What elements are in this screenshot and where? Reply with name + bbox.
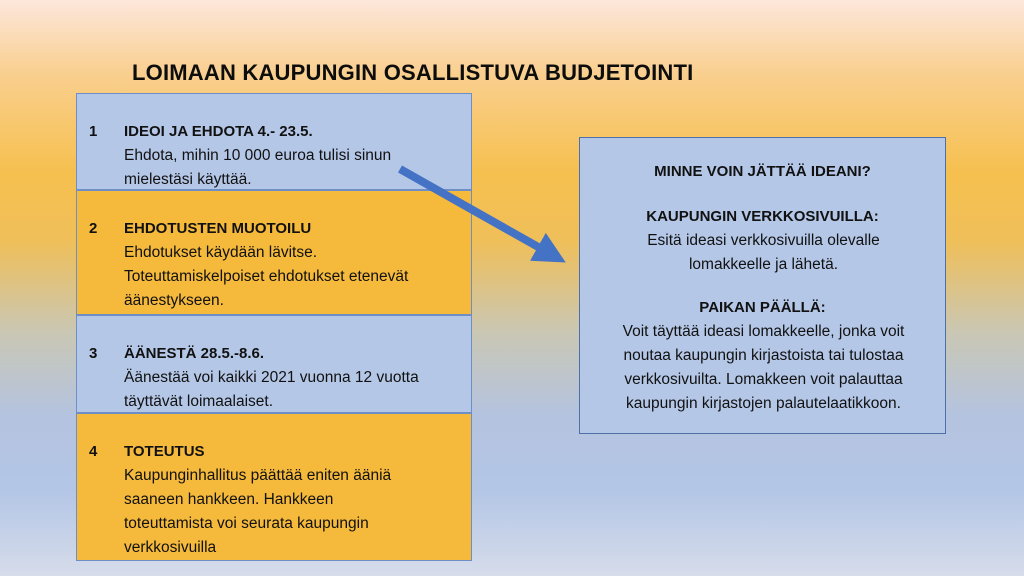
info-line: verkkosivuilta. Lomakkeen voit palauttaa [624, 371, 903, 388]
step-description [124, 366, 464, 414]
step-heading: ÄÄNESTÄ 28.5.-8.6. [124, 345, 265, 362]
step-line: mielestäsi käyttää. [124, 171, 252, 188]
step-heading: IDEOI JA EHDOTA 4.- 23.5. [124, 123, 313, 140]
step-heading: TOTEUTUS [124, 443, 205, 460]
info-line: Esitä ideasi verkkosivuilla olevalle [647, 232, 880, 249]
slide-title: LOIMAAN KAUPUNGIN OSALLISTUVA BUDJETOINTI [132, 60, 694, 85]
step-1 [76, 93, 472, 190]
step-line: äänestykseen. [124, 292, 224, 309]
info-line: noutaa kaupungin kirjastoista tai tulostaa [623, 347, 904, 364]
step-description [124, 241, 464, 313]
step-line: Ehdotukset käydään lävitse. [124, 244, 318, 261]
info-onsite-heading: PAIKAN PÄÄLLÄ: [699, 299, 826, 316]
info-online-text [588, 229, 939, 277]
info-line: kaupungin kirjastojen palautelaatikkoon. [626, 395, 901, 412]
step-line: saaneen hankkeen. Hankkeen [124, 491, 334, 508]
step-line: täyttävät loimaalaiset. [124, 393, 274, 410]
step-line: Kaupunginhallitus päättää eniten ääniä [124, 467, 392, 484]
info-line: Voit täyttää ideasi lomakkeelle, jonka voit [622, 323, 905, 340]
step-number: 1 [89, 123, 98, 140]
step-number: 2 [89, 220, 98, 237]
step-description [124, 144, 464, 192]
step-line: Ehdota, mihin 10 000 euroa tulisi sinun [124, 147, 392, 164]
step-4 [76, 413, 472, 561]
step-description [124, 464, 464, 560]
step-3 [76, 315, 472, 413]
step-line: toteuttamista voi seurata kaupungin [124, 515, 369, 532]
step-number: 4 [89, 443, 98, 460]
step-line: Toteuttamiskelpoiset ehdotukset etenevät [124, 268, 409, 285]
step-heading: EHDOTUSTEN MUOTOILU [124, 220, 312, 237]
info-online-heading: KAUPUNGIN VERKKOSIVUILLA: [646, 208, 879, 225]
info-onsite-text [588, 320, 939, 416]
steps-list [76, 93, 472, 561]
step-2 [76, 190, 472, 315]
step-line: Äänestää voi kaikki 2021 vuonna 12 vuotta [124, 369, 419, 386]
info-box [579, 137, 946, 434]
info-line: lomakkeelle ja lähetä. [688, 256, 839, 273]
info-question: MINNE VOIN JÄTTÄÄ IDEANI? [654, 163, 871, 180]
step-number: 3 [89, 345, 98, 362]
step-line: verkkosivuilla [124, 539, 217, 556]
